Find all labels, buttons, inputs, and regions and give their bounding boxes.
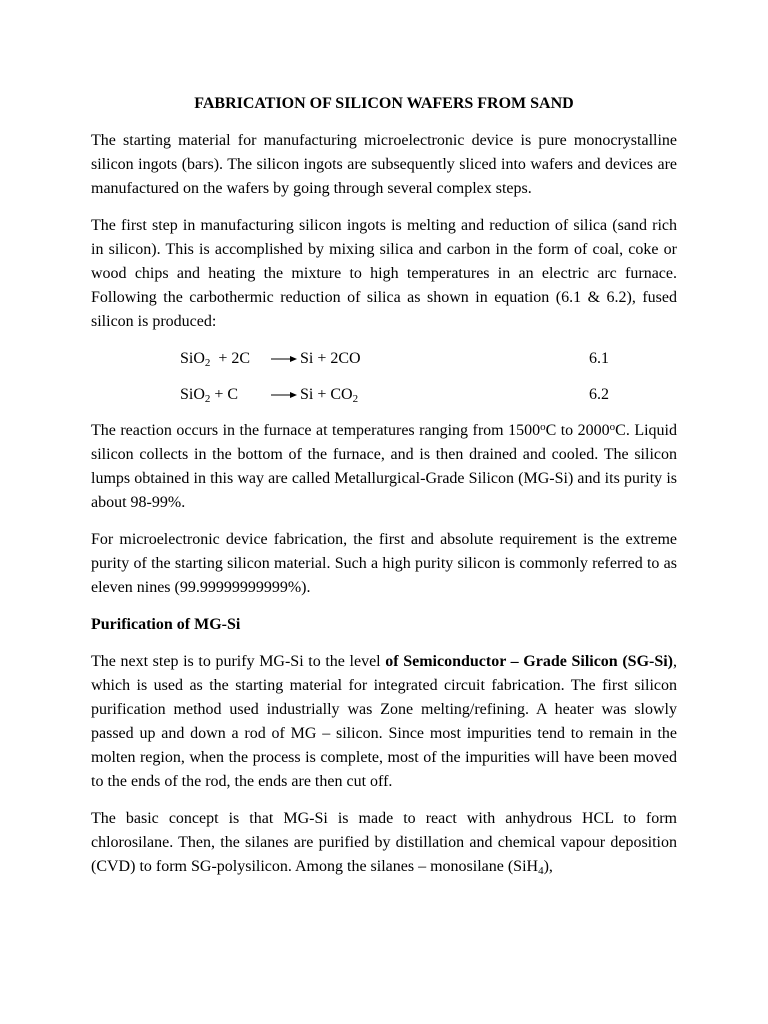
bold-term: of Semiconductor – Grade Silicon (SG-Si) xyxy=(385,653,674,670)
equation-6-1-reactants: SiO$_2$ + 2C xyxy=(180,350,251,369)
document-page xyxy=(91,92,677,892)
equation-6-2 xyxy=(91,383,677,407)
equation-6-2-reactants: SiO$_2$ + C xyxy=(180,386,239,405)
paragraph-basic-concept: The basic concept is that MG-Si is made to react with anhydrous HCL to form chlorosilane. Then, the silanes are purified by distillation and chemical vapour deposition (CVD) to form SG-polysilicon. Among the silanes – monosilane (SiH$_4$), xyxy=(91,810,677,877)
equation-6-2-products: $Si + CO_2$ xyxy=(300,386,359,405)
reaction-arrow-icon xyxy=(270,390,298,400)
paragraph-purity: For microelectronic device fabrication, the first and absolute requirement is the extreme purity of the starting silicon material. Such a high purity silicon is commonly referred to as eleven nines (99.99999999999%). xyxy=(91,531,677,596)
paragraph-first-step: The first step in manufacturing silicon ingots is melting and reduction of silica (sand rich in silicon). This is accomplished by mixing silica and carbon in the form of coal, coke or wood chips and heating the mixture to high temperatures in an electric arc furnace. Following the carbothermic reduction of silica as shown in equation (6.1 & 6.2), fused silicon is produced: xyxy=(91,217,677,330)
section-heading: Purification of MG-Si xyxy=(91,616,241,633)
equation-6-1-products: Si + 2CO xyxy=(300,350,361,367)
equation-6-1-number: 6.1 xyxy=(589,350,609,367)
document-title: FABRICATION OF SILICON WAFERS FROM SAND xyxy=(194,95,574,112)
paragraph-intro: The starting material for manufacturing microelectronic device is pure monocrystalline silicon ingots (bars). The silicon ingots are subsequently sliced into wafers and devices are manufactured on the wafers by going through several complex steps. xyxy=(91,132,677,197)
equation-6-1 xyxy=(91,347,677,371)
paragraph-purification: The next step is to purify MG-Si to the level of Semiconductor – Grade Silicon (SG-Si), which is used as the starting material for integrated circuit fabrication. The first silicon purification method used industrially was Zone melting/refining. A heater was slowly passed up and down a rod of MG – silicon. Since most impurities tend to remain in the molten region, when the process is complete, most of the impurities will have been moved to the ends of the rod, the ends are then cut off. xyxy=(91,653,678,790)
reaction-arrow-icon xyxy=(270,354,298,364)
paragraph-reaction: The reaction occurs in the furnace at temperatures ranging from 1500$^o$C to 2000$^o$C. Liquid silicon collects in the bottom of the furnace, and is then drained and cooled. The silicon lumps obtained in this way are called Metallurgical-Grade Silicon (MG-Si) and its purity is about 98-99%. xyxy=(91,421,677,511)
equation-6-2-number: 6.2 xyxy=(589,386,609,403)
